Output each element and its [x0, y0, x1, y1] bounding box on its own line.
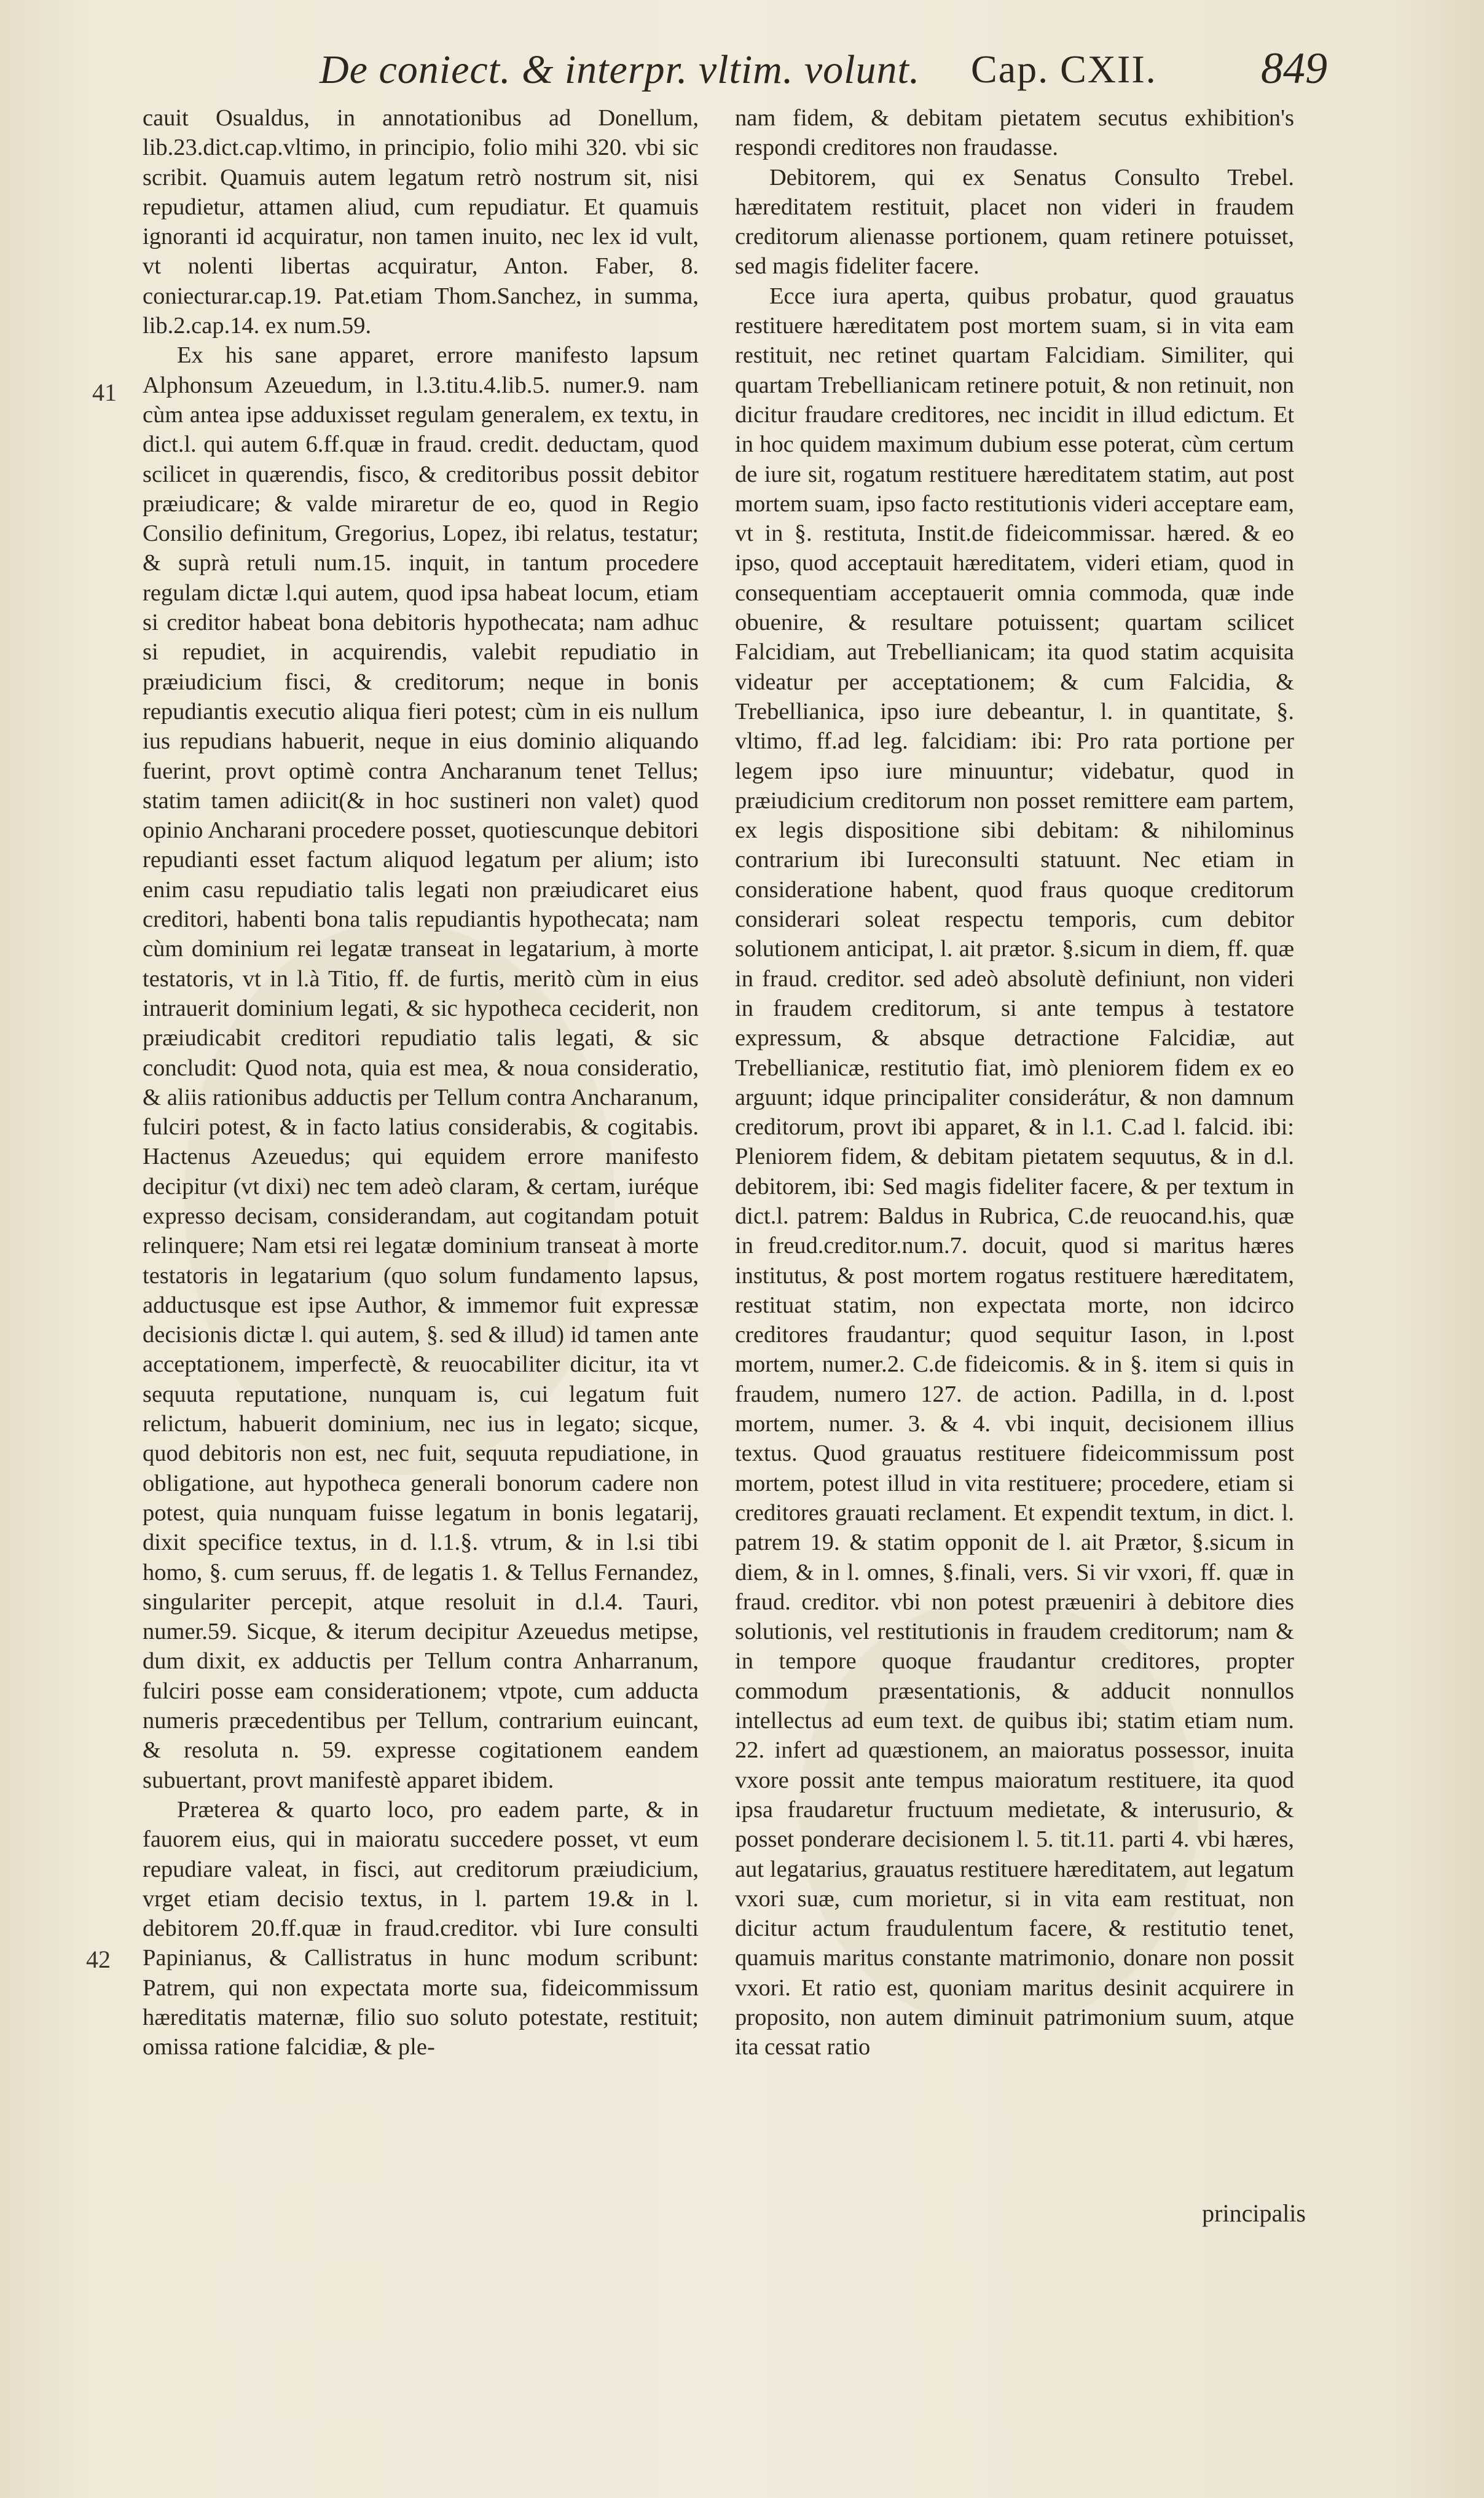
- chapter-heading: Cap. CXII.: [971, 47, 1157, 91]
- paragraph: Ex his sane apparet, errore manifesto lapsum Alphonsum Azeuedum, in l.3.titu.4.lib.5. numer.9. nam cùm antea ipse adduxisset regulam generalem, ex textu, in dict.l. qui autem 6.ff.quæ in fraud. credit. deductam, quod scilicet in quærendis, fisco, & creditoribus possit debitor præiudicare; & valde miraretur de eo, quod in Regio Consilio definitum, Gregorius, Lopez, ibi relatus, testatur; & suprà retuli num.15. inquit, in tantum procedere regulam dictæ l.qui autem, quod ipsa habeat locum, etiam si creditor habeat bona debitoris hypothecata; nam adhuc si repudiet, in acquirendis, valebit repudiatio in præiudicium fisci, & creditorum; neque in bonis repudiantis executio aliqua fieri potest; cùm in eis nullum ius repudians habuerit, neque in eius dominio aliquando fuerint, provt optimè contra Ancharanum tenet Tellus; statim tamen adiicit(& in hoc sustineri non valet) quod opinio Ancharani procedere posset, quotiescunque debitori repudianti esset factum aliquod legatum per alium; isto enim casu repudiatio talis legati non præiudicaret eius creditori, habenti bona talis repudiantis hypothecata; nam cùm dominium rei legatæ transeat in legatarium, à morte testatoris, vt in l.à Titio, ff. de furtis, meritò cùm in eius intrauerit dominium legati, & sic hypotheca ceciderit, non præiudicabit creditori repudiatio talis legati, & sic concludit: Quod nota, quia est mea, & noua consideratio, & aliis rationibus adductis per Tellum contra Ancharanum, fulciri potest, & in facto latius considerabis, & cogitabis. Hactenus Azeuedus; qui equidem errore manifesto decipitur (vt dixi) nec tem adeò claram, & certam, iuréque expresso decisam, considerandam, aut cogitandam potuit relinquere; Nam etsi rei legatæ dominium transeat à morte testatoris in legatarium (quo solum fundamento lapsus, adductusque est ipse Author, & immemor fuit expressæ decisionis dictæ l. qui autem, §. sed & illud) id tamen ante acceptationem, imperfectè, & reuocabiliter dicitur, ita vt sequuta reputatione, nunquam is, cui legatum fuit relictum, habuerit dominium, nec ius in legato; sicque, quod debitoris non est, nec fuit, sequuta repudiatione, in obligatione, aut hypotheca generali bonorum cadere non potest, quia nunquam fuisse legatum in bonis legatarij, dixit specifice textus, in d. l.1.§. vtrum, & in l.si tibi homo, §. cum seruus, ff. de legatis 1. & Tellus Fernandez, singulariter percepit, atque resoluit in d.l.4. Tauri, numer.59. Sicque, & iterum decipitur Azeuedus metipse, dum dixit, ex adductis per Tellum contra Anharranum, fulciri posse eam considerationem; vtpote, cum adducta numeris præcedentibus per Tellum, contrarium euincant, & resoluta n. 59. expresse cogitationem eandem subuertant, provt manifestè apparet ibidem.: [143, 342, 699, 1793]
- page-header: [320, 43, 1327, 111]
- margin-number: 42: [86, 1946, 111, 1973]
- right-column: [735, 103, 1294, 2062]
- paragraph: Præterea & quarto loco, pro eadem parte, & in fauorem eius, qui in maioratu succedere posset, vt eum repudiare valeat, in fisci, aut creditorum præiudicium, vrget etiam decisio textus, in l. partem 19.& in l. debitorem 20.ff.quæ in fraud.creditor. vbi Iure consulti Papinianus, & Callistratus in hunc modum scribunt: Patrem, qui non expectata morte sua, fideicommissum hæreditatis maternæ, filio suo soluto potestate, restituit; omissa ratione falcidiæ, & ple-: [143, 1796, 699, 2060]
- running-title: De coniect. & interpr. vltim. volunt.: [320, 47, 921, 92]
- catchword: principalis: [1202, 2199, 1306, 2227]
- left-column: [143, 103, 699, 2062]
- paragraph: Debitorem, qui ex Senatus Consulto Trebel. hæreditatem restituit, placet non videri in fraudem creditorum alienasse portionem, quam retinere potuisset, sed magis fideliter facere.: [735, 164, 1294, 280]
- folio-number: 849: [1261, 44, 1327, 93]
- paragraph: cauit Osualdus, in annotationibus ad Donellum, lib.23.dict.cap.vltimo, in principio, folio mihi 320. vbi sic scribit. Quamuis autem legatum retrò nostrum sit, nisi repudietur, attamen aliud, cum repudiatur. Et quamuis ignoranti id acquiratur, non tamen inuito, nec lex id vult, vt nolenti libertas acquiratur, Anton. Faber, 8. coniecturar.cap.19. Pat.etiam Thom.Sanchez, in summa, lib.2.cap.14. ex num.59.: [143, 105, 699, 339]
- paragraph: Ecce iura aperta, quibus probatur, quod grauatus restituere hæreditatem post mortem suam, si in vita eam restituit, nec retinet quartam Falcidiam. Similiter, qui quartam Trebellianicam retinere potuit, & non retinuit, non dicitur fraudare creditores, nec incidit in illud edictum. Et in hoc quidem maximum dubium esse poterat, cùm certum de iure sit, rogatum restituere hæreditatem statim, aut post mortem suam, ipso facto restitutionis videri acceptare eam, vt in §. restituta, Instit.de fideicommissar. hæred. & eo ipso, quod acceptauit hæreditatem, videri etiam, quod in consequentiam acceptauerit omnia commoda, quæ inde obuenire, & resultare potuissent; quartam scilicet Falcidiam, aut Trebellianicam; ita quod statim acquisita videatur per acceptationem; & cum Falcidia, & Trebellianica, ipso iure debeantur, l. in quantitate, §. vltimo, ff.ad leg. falcidiam: ibi: Pro rata portione per legem ipso iure minuuntur; videbatur, quod in præiudicium creditorum non posset remittere eam partem, ex legis dispositione sibi debitam: & nihilominus contrarium ibi Iureconsulti statuunt. Nec etiam in consideratione habent, quod fraus quoque creditorum considerari soleat respectu temporis, cum debitor solutionem anticipat, l. ait prætor. §.sicum in diem, ff. quæ in fraud. creditor. sed adeò absolutè definiunt, non videri in fraudem creditorum, si ante tempus à testatore expressum, & absque detractione Falcidiæ, aut Trebellianicæ, restitutio fiat, imò pleniorem fidem ex eo arguunt; idque principaliter considerátur, & non damnum creditorum, provt ibi apparet, & in l.1. C.ad l. falcid. ibi: Pleniorem fidem, & debitam pietatem sequutus, & in d.l. debitorem, ibi: Sed magis fideliter facere, & per textum in dict.l. patrem: Baldus in Rubrica, C.de reuocand.his, quæ in freud.creditor.num.7. docuit, quod si maritus hæres institutus, & post mortem rogatus restituere hæreditatem, restituat statim, non expectata morte, non idcirco creditores fraudantur; quod sequitur Iason, in l.post mortem, numer.2. C.de fideicomis. & in §. item si quis in fraudem, numero 127. de action. Padilla, in d. l.post mortem, numer. 3. & 4. vbi inquit, decisionem illius textus. Quod grauatus restituere fideicommissum post mortem, potest illud in vita restituere; procedere, etiam si creditores grauati reclament. Et expendit textum, in dict. l. patrem 19. & statim opponit de l. ait Prætor, §.sicum in diem, & in l. omnes, §.finali, vers. Si vir vxori, ff. quæ in fraud. creditor. vbi non potest præueniri à debitore dies solutionis, vel restitutionis in fraudem creditorum; nam & in tempore quoque fraudantur creditores, propter commodum præsentationis, & adducit nonnullos intellectus ad eum text. de quibus ibi; statim etiam num. 22. infert ad quæstionem, an maioratus possessor, inuita vxore possit ante tempus maioratum restituere, ita quod ipsa fraudaretur fructuum medietate, & interusurio, & posset ponderare decisionem l. 5. tit.11. parti 4. vbi hæres, aut legatarius, grauatus restituere hæreditatem, aut legatum vxori suæ, cum morietur, si in vita eam restituat, non dicitur actum fraudulentum facere, & restitutio tenet, quamuis maritus constante matrimonio, donare non possit vxori. Et ratio est, quoniam maritus desinit acquirere in proposito, non autem diminuit patrimonium suum, atque ita cessat ratio: [735, 283, 1294, 2060]
- paragraph: nam fidem, & debitam pietatem secutus exhibition's respondi creditores non fraudasse.: [735, 105, 1294, 161]
- margin-number: 41: [92, 379, 117, 406]
